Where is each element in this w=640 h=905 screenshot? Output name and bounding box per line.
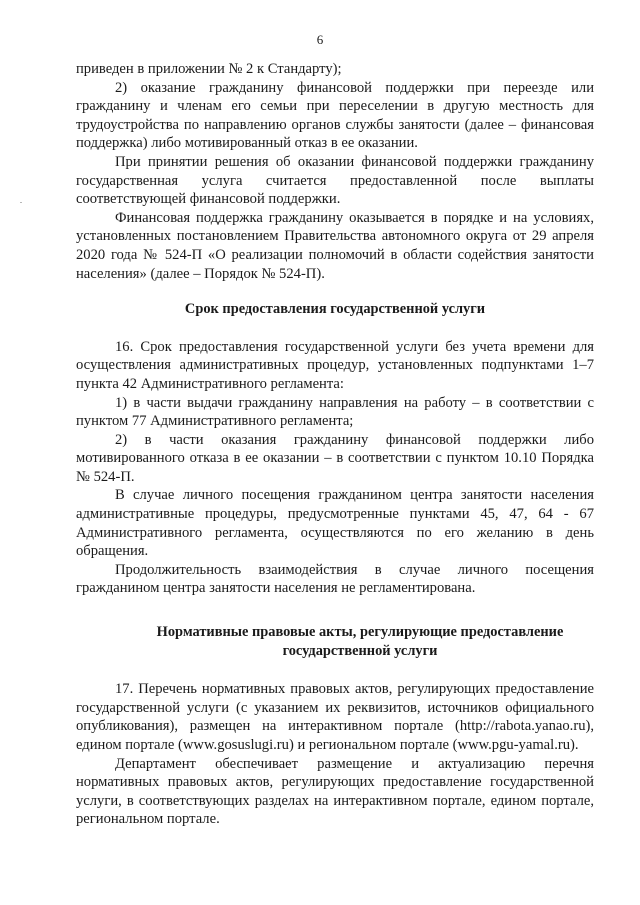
section-heading-legal-acts: Нормативные правовые акты, регулирующие предоставление государственной услуги (156, 624, 564, 659)
scan-speck (20, 202, 22, 203)
paragraph-16-term: 16. Срок предоставления государственной услуги без учета времени для осуществления административных процедур, установленных подпунктами 1–7 пункта 42 Административного регламента: (76, 338, 594, 392)
paragraph-16-item-2: 2) в части оказания гражданину финансовой поддержки либо мотивированного отказа в ее оказании – в соответствии с пунктом 10.10 Порядка № 524-П. (76, 431, 594, 485)
page-number: 6 (316, 32, 324, 47)
paragraph-continuation: приведен в приложении № 2 к Стандарту); (76, 61, 342, 77)
paragraph-support-conditions: Финансовая поддержка гражданину оказывается в порядке и на условиях, установленных постановлением Правительства автономного округа от 29 апреля 2020 года № 524-П «О реализации полномочий в области содействия занятости населения» (далее – Порядок № 524-П). (76, 209, 594, 282)
paragraph-17-legal-acts-list: 17. Перечень нормативных правовых актов, регулирующих предоставление государственной услуги (с указанием их реквизитов, источников официального опубликования), размещен на интерактивном портале (http://rabota.yanao.ru), едином портале (www.gosuslugi.ru) и региональном портале (www.pgu-yamal.ru). (76, 681, 594, 753)
section-heading-service-term: Срок предоставления государственной услуги (184, 301, 486, 318)
paragraph-financial-support-item: 2) оказание гражданину финансовой поддержки при переезде или гражданину и членам его семьи при переселении в другую местность для трудоустройства по направлению органов службы занятости (далее – финансовая поддержка) либо мотивированный отказ в ее оказании. (76, 79, 594, 152)
document-body (76, 60, 594, 829)
paragraph-interaction-duration: Продолжительность взаимодействия в случае личного посещения гражданином центра занятости населения не регламентирована. (76, 561, 594, 597)
paragraph-department-updates: Департамент обеспечивает размещение и актуализацию перечня нормативных правовых актов, регулирующих предоставление государственной услуги, в соответствующих разделах на интерактивном портале, едином портале, региональном портале. (76, 755, 594, 828)
paragraph-16-item-1: 1) в части выдачи гражданину направления на работу – в соответствии с пунктом 77 Административного регламента; (76, 394, 594, 430)
paragraph-decision-on-support: При принятии решения об оказании финансовой поддержки гражданину государственная услуга считается предоставленной после выплаты соответствующей финансовой поддержки. (76, 153, 594, 208)
paragraph-personal-visit: В случае личного посещения гражданином центра занятости населения административные процедуры, предусмотренные пунктами 45, 47, 64 - 67 Административного регламента, осуществляются по его желанию в день обращения. (76, 487, 594, 560)
